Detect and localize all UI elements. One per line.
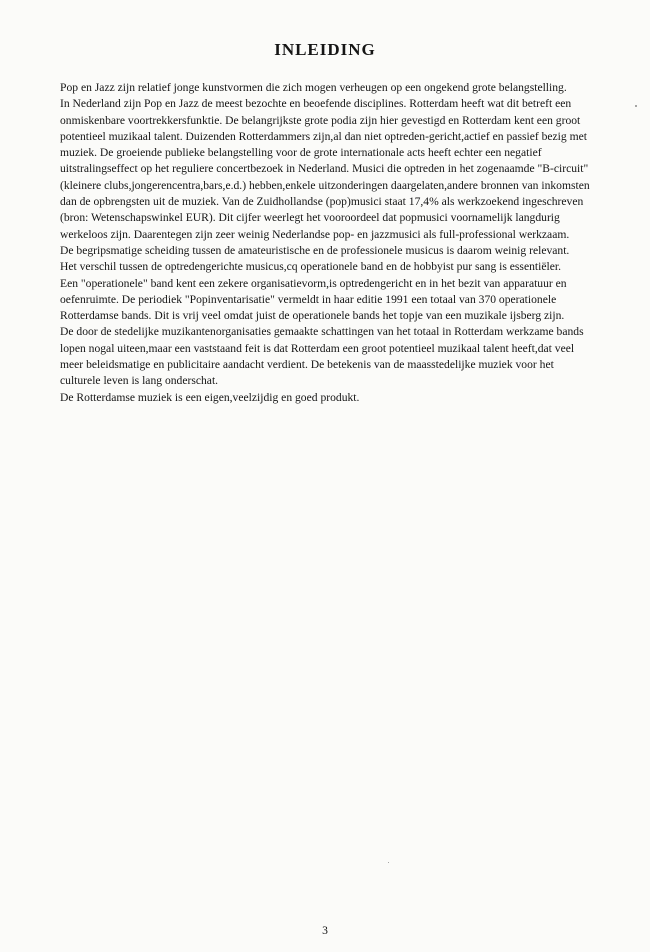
text-line: De door de stedelijke muzikantenorganisaties gemaakte schattingen van het totaal in Rotterdam werkzame bands [60,325,584,339]
page-number: 3 [322,924,328,937]
text-line: oefenruimte. De periodiek "Popinventarisatie" vermeldt in haar editie 1991 een totaal van 370 operationele [60,292,557,306]
text-line: Pop en Jazz zijn relatief jonge kunstvormen die zich mogen verheugen op een ongekend grote belangstelling. [60,81,567,94]
body-text [60,80,620,406]
text-line: (kleinere clubs,jongerencentra,bars,e.d.) hebben,enkele uitzonderingen daargelaten,andere bronnen van inkomsten [60,178,590,192]
text-line: onmiskenbare voortrekkersfunktie. De belangrijkste grote podia zijn hier gevestigd en Rotterdam kent een groot [60,113,581,127]
page-title: INLEIDING [274,40,376,59]
text-line: In Nederland zijn Pop en Jazz de meest bezochte en beoefende disciplines. Rotterdam heeft wat dit betreft een [60,97,572,111]
text-line: werkeloos zijn. Daarentegen zijn zeer weinig Nederlandse pop- en jazzmusici als full-professional werkzaam. [60,227,570,241]
scan-speck [635,105,637,107]
text-line: lopen nogal uiteen,maar een vaststaand feit is dat Rotterdam een groot potentieel muzikaal talent heeft,dat veel [60,341,575,355]
text-line: meer beleidsmatige en publicitaire aandacht verdient. De betekenis van de maasstedelijke muziek voor het [60,358,554,372]
text-line: Een "operationele" band kent een zekere organisatievorm,is optredengericht en in het bezit van apparatuur en [60,276,567,290]
text-line: Het verschil tussen de optredengerichte musicus,cq operationele band en de hobbyist pur sang is essentiëler. [60,260,561,274]
scan-speck [388,862,389,863]
text-line: De begripsmatige scheiding tussen de amateuristische en de professionele musicus is daarom weinig relevant. [60,243,570,257]
text-line: muziek. De groeiende publieke belangstelling voor de grote internationale acts heeft echter een negatief [60,146,542,160]
text-line: Rotterdamse bands. Dit is vrij veel omdat juist de operationele bands het topje van een muzikale ijsberg zijn. [60,309,565,323]
text-line: uitstralingseffect op het reguliere concertbezoek in Nederland. Musici die optreden in het zogenaamde "B-circuit" [60,162,589,176]
text-line: culturele leven is lang onderschat. [60,374,219,388]
text-line: De Rotterdamse muziek is een eigen,veelzijdig en goed produkt. [60,390,360,404]
text-line: dan de opbrengsten uit de muziek. Van de Zuidhollandse (pop)musici staat 17,4% als werkzoekend ingeschreven [60,195,584,209]
text-line: (bron: Wetenschapswinkel EUR). Dit cijfer weerlegt het vooroordeel dat popmusici voornamelijk langdurig [60,211,560,225]
text-line: potentieel muzikaal talent. Duizenden Rotterdammers zijn,al dan niet optreden-gericht,actief en passief bezig met [60,129,587,143]
